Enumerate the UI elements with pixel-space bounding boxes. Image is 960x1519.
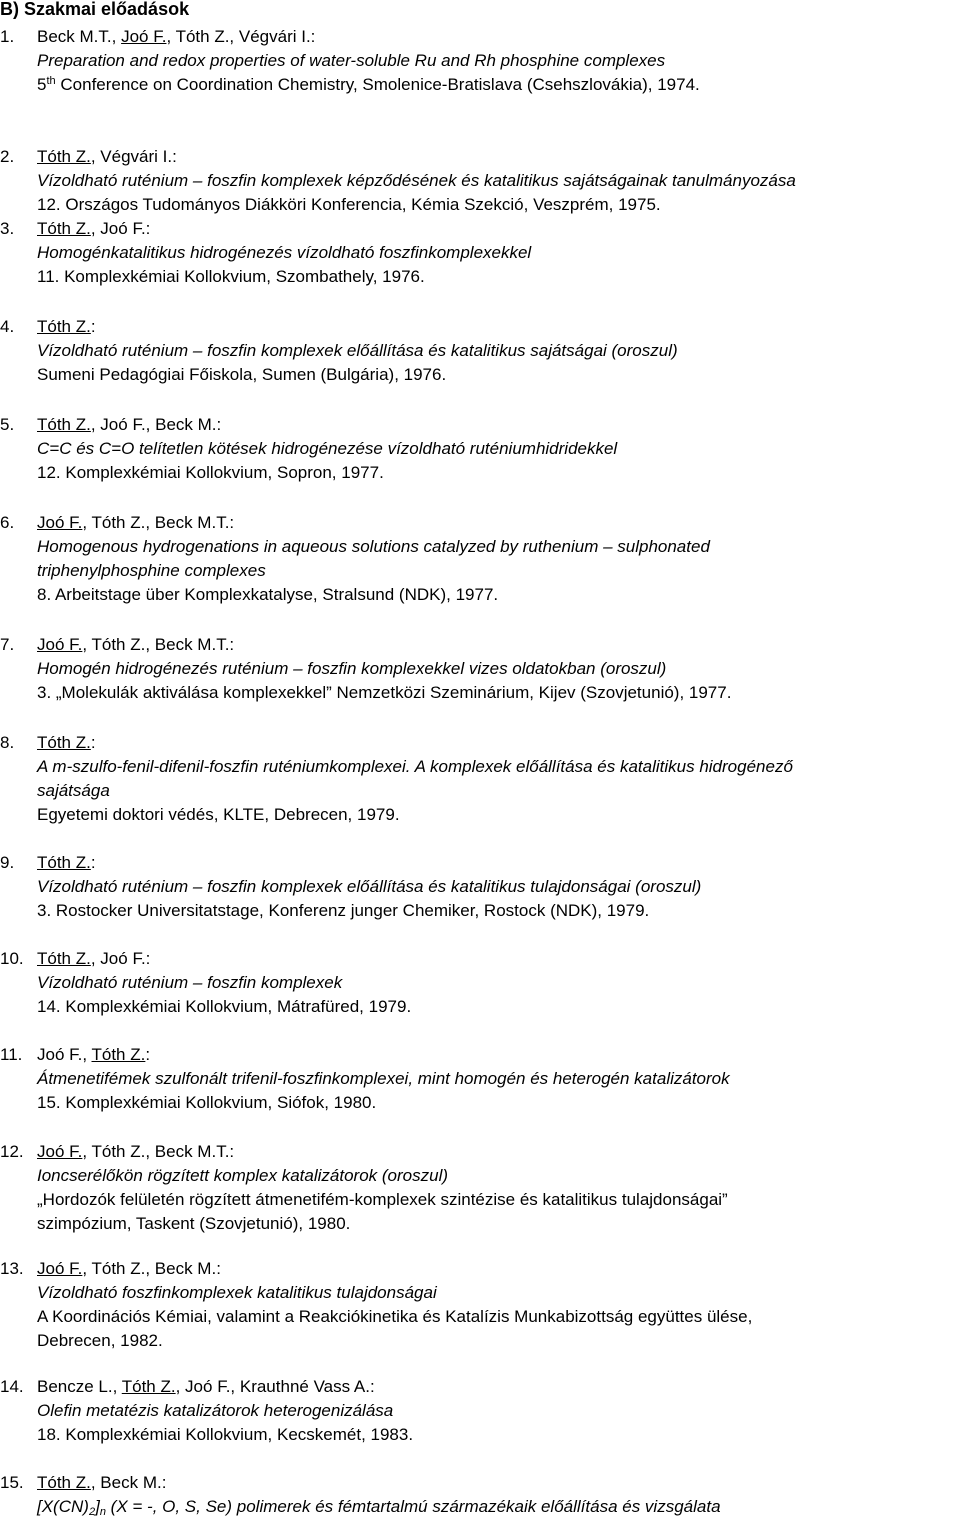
title-line: [0, 339, 960, 363]
author-segment: Tóth Z.: [37, 1473, 91, 1492]
list-item: [0, 1471, 960, 1519]
item-authors: [37, 1257, 221, 1281]
venue-superscript: th: [46, 75, 56, 87]
authors-line: [0, 947, 960, 971]
authors-line: [0, 217, 960, 241]
item-title: Vízoldható ruténium – foszfin komplexek: [37, 973, 343, 992]
list-item: [0, 1140, 960, 1236]
author-segment: Joó F.: [37, 1142, 83, 1161]
item-number: 10.: [0, 949, 24, 968]
list-item: [0, 413, 960, 485]
title-line: [0, 1399, 960, 1423]
author-segment: Joó F.,: [37, 1045, 92, 1064]
authors-line: [0, 413, 960, 437]
title-part: [X(CN): [37, 1497, 89, 1516]
author-segment: , Beck M.:: [90, 1473, 167, 1492]
author-segment: Tóth Z.: [37, 147, 91, 166]
author-segment: :: [90, 733, 96, 752]
section-heading: B) Szakmai előadások: [0, 0, 190, 19]
item-number: 5.: [0, 415, 15, 434]
item-number: 14.: [0, 1377, 24, 1396]
item-title: Homogenous hydrogenations in aqueous solutions catalyzed by ruthenium – sulphonated: [37, 537, 710, 556]
item-number: 15.: [0, 1473, 24, 1492]
author-segment: :: [90, 853, 96, 872]
item-venue: 14. Komplexkémiai Kollokvium, Mátrafüred, 1979.: [37, 997, 412, 1016]
author-segment: Bencze L.,: [37, 1377, 122, 1396]
item-venue-continued: Debrecen, 1982.: [37, 1331, 163, 1350]
title-part: (X = -, O, S, Se) polimerek és fémtartalmú származékaik előállítása és vizsgálata: [105, 1497, 721, 1516]
list-item: [0, 315, 960, 387]
authors-line: [0, 633, 960, 657]
item-title: Olefin metatézis katalizátorok heterogenizálása: [37, 1401, 394, 1420]
item-authors: [37, 1471, 166, 1495]
item-number: 3.: [0, 219, 15, 238]
item-authors: [37, 217, 150, 241]
author-segment: Tóth Z.: [37, 415, 91, 434]
item-number: 7.: [0, 635, 15, 654]
item-authors: [37, 633, 234, 657]
author-segment: Joó F.: [37, 513, 83, 532]
venue-line: [0, 193, 960, 217]
list-item: [0, 511, 960, 607]
venue-line: [0, 73, 960, 97]
title-line: [0, 1281, 960, 1305]
item-venue-continued: szimpózium, Taskent (Szovjetunió), 1980.: [37, 1214, 351, 1233]
list-item: [0, 25, 960, 97]
authors-line: [0, 315, 960, 339]
item-title: Preparation and redox properties of water-soluble Ru and Rh phosphine complexes: [37, 51, 666, 70]
item-venue: 18. Komplexkémiai Kollokvium, Kecskemét, 1983.: [37, 1425, 414, 1444]
venue-line: [0, 681, 960, 705]
venue-line: [0, 1305, 960, 1329]
item-venue: 8. Arbeitstage über Komplexkatalyse, Stralsund (NDK), 1977.: [37, 585, 499, 604]
authors-line: [0, 25, 960, 49]
venue-line: [0, 995, 960, 1019]
venue-line: [0, 583, 960, 607]
item-title: Homogénkatalitikus hidrogénezés vízoldható foszfinkomplexekkel: [37, 243, 532, 262]
title-line: [0, 875, 960, 899]
item-venue: Egyetemi doktori védés, KLTE, Debrecen, 1979.: [37, 805, 400, 824]
venue-line: [0, 1423, 960, 1447]
item-venue: „Hordozók felületén rögzített átmenetifém-komplexek szintézise és katalitikus tulajdonságai”: [37, 1190, 728, 1209]
item-title-continued: triphenylphosphine complexes: [37, 561, 266, 580]
author-segment: Tóth Z.: [121, 1377, 176, 1396]
title-subscript: 2: [88, 1506, 96, 1518]
list-item: [0, 145, 960, 217]
author-segment: , Joó F.:: [90, 949, 151, 968]
item-title: C=C és C=O telítetlen kötések hidrogénezése vízoldható ruténiumhidridekkel: [37, 439, 618, 458]
venue-line: [0, 1091, 960, 1115]
title-line: [0, 241, 960, 265]
title-part: ]: [95, 1497, 100, 1516]
item-number: 13.: [0, 1259, 24, 1278]
list-item: [0, 947, 960, 1019]
authors-line: [0, 511, 960, 535]
title-line: [0, 755, 960, 779]
venue-line: [0, 1212, 960, 1236]
item-authors: [37, 851, 96, 875]
title-line: [0, 657, 960, 681]
list-item: [0, 731, 960, 827]
venue-line: [0, 803, 960, 827]
item-authors: [37, 1140, 234, 1164]
title-line: [0, 559, 960, 583]
venue-line: [0, 461, 960, 485]
authors-line: [0, 1257, 960, 1281]
venue-line: [0, 265, 960, 289]
title-line: [0, 49, 960, 73]
item-venue: 15. Komplexkémiai Kollokvium, Siófok, 1980.: [37, 1093, 377, 1112]
item-title: Homogén hidrogénezés ruténium – foszfin komplexekkel vizes oldatokban (oroszul): [37, 659, 667, 678]
venue-line: [0, 1329, 960, 1353]
item-number: 11.: [0, 1045, 23, 1064]
author-segment: Tóth Z.: [37, 853, 91, 872]
author-segment: :: [90, 317, 96, 336]
venue-text: Conference on Coordination Chemistry, Smolenice-Bratislava (Csehszlovákia), 1974.: [55, 75, 700, 94]
item-title: A m-szulfo-fenil-difenil-foszfin ruténiumkomplexei. A komplexek előállítása és katalitikus hidrogénező: [37, 757, 793, 776]
author-segment: , Tóth Z., Beck M.:: [82, 1259, 221, 1278]
author-segment: Joó F.: [37, 635, 83, 654]
item-number: 4.: [0, 317, 15, 336]
item-venue: A Koordinációs Kémiai, valamint a Reakciókinetika és Katalízis Munkabizottság együttes ülése,: [37, 1307, 753, 1326]
item-venue: 12. Országos Tudományos Diákköri Konferencia, Kémia Szekció, Veszprém, 1975.: [37, 195, 661, 214]
title-line: [0, 1164, 960, 1188]
author-segment: , Tóth Z., Beck M.T.:: [82, 513, 235, 532]
item-authors: [37, 511, 234, 535]
author-segment: , Végvári I.:: [90, 147, 177, 166]
item-title: Vízoldható ruténium – foszfin komplexek előállítása és katalitikus sajátságai (oroszul): [37, 341, 678, 360]
author-segment: , Joó F., Beck M.:: [90, 415, 222, 434]
item-number: 6.: [0, 513, 15, 532]
item-number: 1.: [0, 27, 15, 46]
list-item: [0, 1043, 960, 1115]
item-authors: [37, 315, 96, 339]
item-authors: [37, 731, 96, 755]
item-title: Átmenetifémek szulfonált trifenil-foszfinkomplexei, mint homogén és heterogén katalizátorok: [37, 1069, 730, 1088]
author-segment: , Tóth Z., Beck M.T.:: [82, 635, 235, 654]
authors-line: [0, 145, 960, 169]
item-venue: 3. „Molekulák aktiválása komplexekkel” Nemzetközi Szeminárium, Kijev (Szovjetunió), 1977.: [37, 683, 732, 702]
author-segment: Tóth Z.: [91, 1045, 146, 1064]
item-authors: [37, 1043, 150, 1067]
venue-line: [0, 1188, 960, 1212]
list-item: [0, 851, 960, 923]
item-title: Vízoldható foszfinkomplexek katalitikus tulajdonságai: [37, 1283, 437, 1302]
item-number: 9.: [0, 853, 15, 872]
item-title: Vízoldható ruténium – foszfin komplexek képződésének és katalitikus sajátságainak tanulmányozása: [37, 171, 796, 190]
author-segment: Beck M.T.,: [37, 27, 122, 46]
author-segment: , Joó F.:: [90, 219, 151, 238]
item-authors: [37, 145, 177, 169]
item-number: 12.: [0, 1142, 24, 1161]
title-line: [0, 779, 960, 803]
author-segment: Joó F.: [121, 27, 167, 46]
list-item: [0, 217, 960, 289]
author-segment: , Tóth Z., Beck M.T.:: [82, 1142, 235, 1161]
title-line: [0, 169, 960, 193]
item-title: [37, 1495, 721, 1519]
authors-line: [0, 1375, 960, 1399]
item-authors: [37, 947, 150, 971]
item-venue: 3. Rostocker Universitatstage, Konferenz junger Chemiker, Rostock (NDK), 1979.: [37, 901, 650, 920]
authors-line: [0, 851, 960, 875]
item-authors: [37, 1375, 375, 1399]
item-number: 2.: [0, 147, 15, 166]
venue-line: [0, 363, 960, 387]
author-segment: Tóth Z.: [37, 317, 91, 336]
authors-line: [0, 1043, 960, 1067]
venue-number: 5: [37, 75, 47, 94]
title-line: [0, 1067, 960, 1091]
author-segment: Joó F.: [37, 1259, 83, 1278]
item-title-continued: sajátsága: [37, 781, 110, 800]
item-venue: Sumeni Pedagógiai Főiskola, Sumen (Bulgária), 1976.: [37, 365, 447, 384]
author-segment: , Joó F., Krauthné Vass A.:: [175, 1377, 375, 1396]
authors-line: [0, 1140, 960, 1164]
list-item: [0, 1257, 960, 1353]
item-title: Vízoldható ruténium – foszfin komplexek előállítása és katalitikus tulajdonságai (oroszul): [37, 877, 702, 896]
title-line: [0, 535, 960, 559]
title-line: [0, 971, 960, 995]
item-number: 8.: [0, 733, 15, 752]
item-authors: [37, 413, 221, 437]
item-venue: 12. Komplexkémiai Kollokvium, Sopron, 1977.: [37, 463, 384, 482]
title-line: [0, 437, 960, 461]
author-segment: Tóth Z.: [37, 733, 91, 752]
title-line: [0, 1495, 960, 1519]
author-segment: , Tóth Z., Végvári I.:: [166, 27, 316, 46]
list-item: [0, 633, 960, 705]
item-authors: [37, 25, 315, 49]
author-segment: Tóth Z.: [37, 219, 91, 238]
item-venue: 11. Komplexkémiai Kollokvium, Szombathely, 1976.: [37, 267, 425, 286]
author-segment: :: [145, 1045, 151, 1064]
item-venue: [37, 73, 700, 97]
author-segment: Tóth Z.: [37, 949, 91, 968]
title-subscript: n: [99, 1506, 106, 1518]
authors-line: [0, 1471, 960, 1495]
authors-line: [0, 731, 960, 755]
list-item: [0, 1375, 960, 1447]
item-title: Ioncserélőkön rögzített komplex katalizátorok (oroszul): [37, 1166, 449, 1185]
venue-line: [0, 899, 960, 923]
